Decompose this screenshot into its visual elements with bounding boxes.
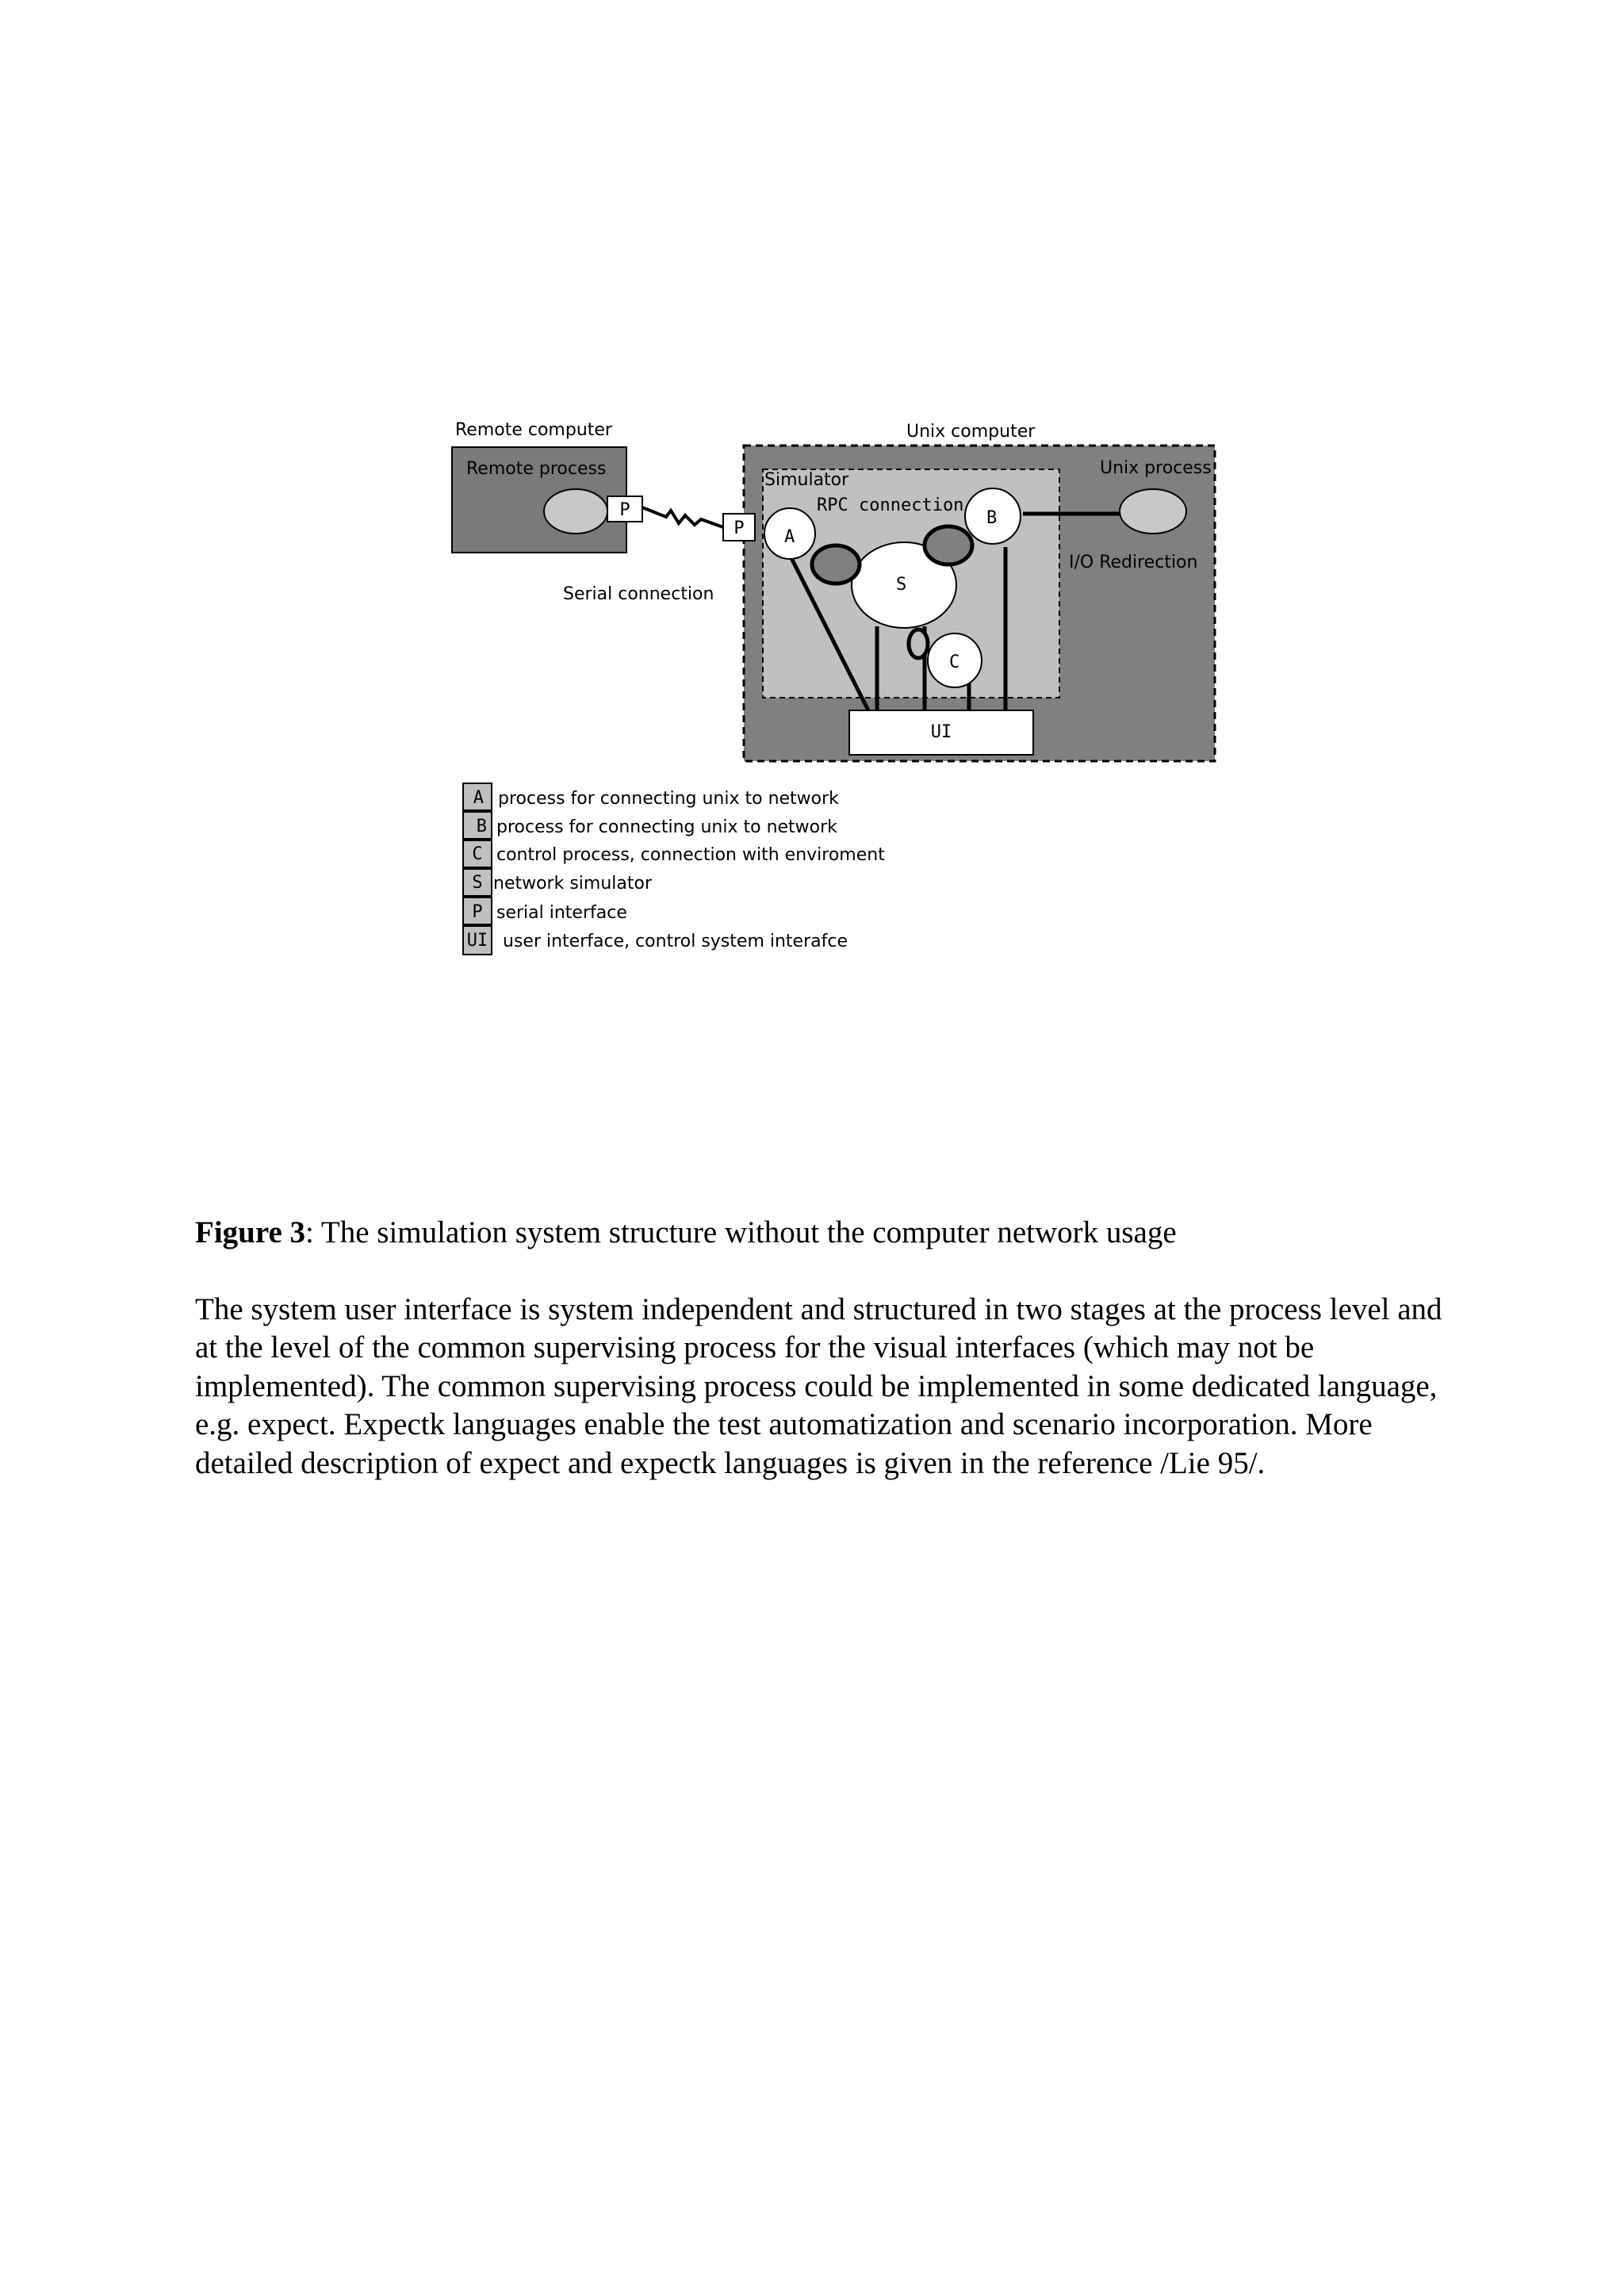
legend-key: P xyxy=(472,902,483,922)
rpc-link-s-c xyxy=(909,629,928,658)
node-a-label: A xyxy=(784,527,795,547)
node-s-label: S xyxy=(896,575,907,595)
serial-connection-label: Serial connection xyxy=(563,584,714,604)
legend-text: control process, connection with enviroment xyxy=(496,845,885,865)
legend-row xyxy=(463,840,885,867)
node-ui-label: UI xyxy=(930,722,952,742)
legend-row xyxy=(463,869,653,896)
rpc-link-a-s xyxy=(812,545,860,584)
unix-process-node xyxy=(1120,489,1186,534)
unix-process-label: Unix process xyxy=(1100,458,1212,478)
unix-computer-label: Unix computer xyxy=(906,422,1036,442)
system-structure-diagram xyxy=(0,0,1624,991)
serial-interface-remote-label: P xyxy=(619,500,630,520)
body-paragraph: The system user interface is system independent and structured in two stages at the process level and at the level of the common supervising process for the visual interfaces (which may not be implemented). The common supervising process could be implemented in some dedicated language, e.g. expect. Expectk languages enable the test automatization and scenario incorporation. More detailed description of expect and expectk languages is given in the reference /Lie 95/. xyxy=(195,1292,1442,1480)
rpc-link-s-b xyxy=(925,526,972,564)
figure-caption-label: Figure 3 xyxy=(195,1215,306,1249)
legend xyxy=(463,783,885,955)
legend-key: B xyxy=(476,817,487,836)
legend-row xyxy=(463,783,839,810)
legend-text: process for connecting unix to network xyxy=(496,817,837,837)
remote-process-label: Remote process xyxy=(466,459,607,479)
legend-key: UI xyxy=(466,931,488,951)
legend-row xyxy=(463,812,837,839)
legend-row xyxy=(463,926,848,955)
legend-key: C xyxy=(472,844,483,864)
serial-interface-unix-label: P xyxy=(733,519,745,538)
serial-connection-line xyxy=(642,507,723,527)
remote-computer-label: Remote computer xyxy=(455,420,612,440)
legend-text: serial interface xyxy=(496,903,627,923)
remote-process-node xyxy=(544,489,607,534)
io-redirection-label: I/O Redirection xyxy=(1069,553,1198,572)
legend-text: network simulator xyxy=(493,874,653,894)
legend-text: process for connecting unix to network xyxy=(498,789,839,809)
simulator-label: Simulator xyxy=(764,470,849,490)
figure-caption xyxy=(195,1213,1464,1253)
legend-key: A xyxy=(473,788,484,808)
figure-caption-text: : The simulation system structure without the computer network usage xyxy=(305,1215,1177,1249)
node-b-label: B xyxy=(986,508,998,528)
legend-key: S xyxy=(472,873,483,893)
rpc-connection-label: RPC connection xyxy=(817,496,964,515)
legend-text: user interface, control system interafce xyxy=(503,932,848,951)
legend-row xyxy=(463,897,627,924)
node-c-label: C xyxy=(949,652,960,672)
